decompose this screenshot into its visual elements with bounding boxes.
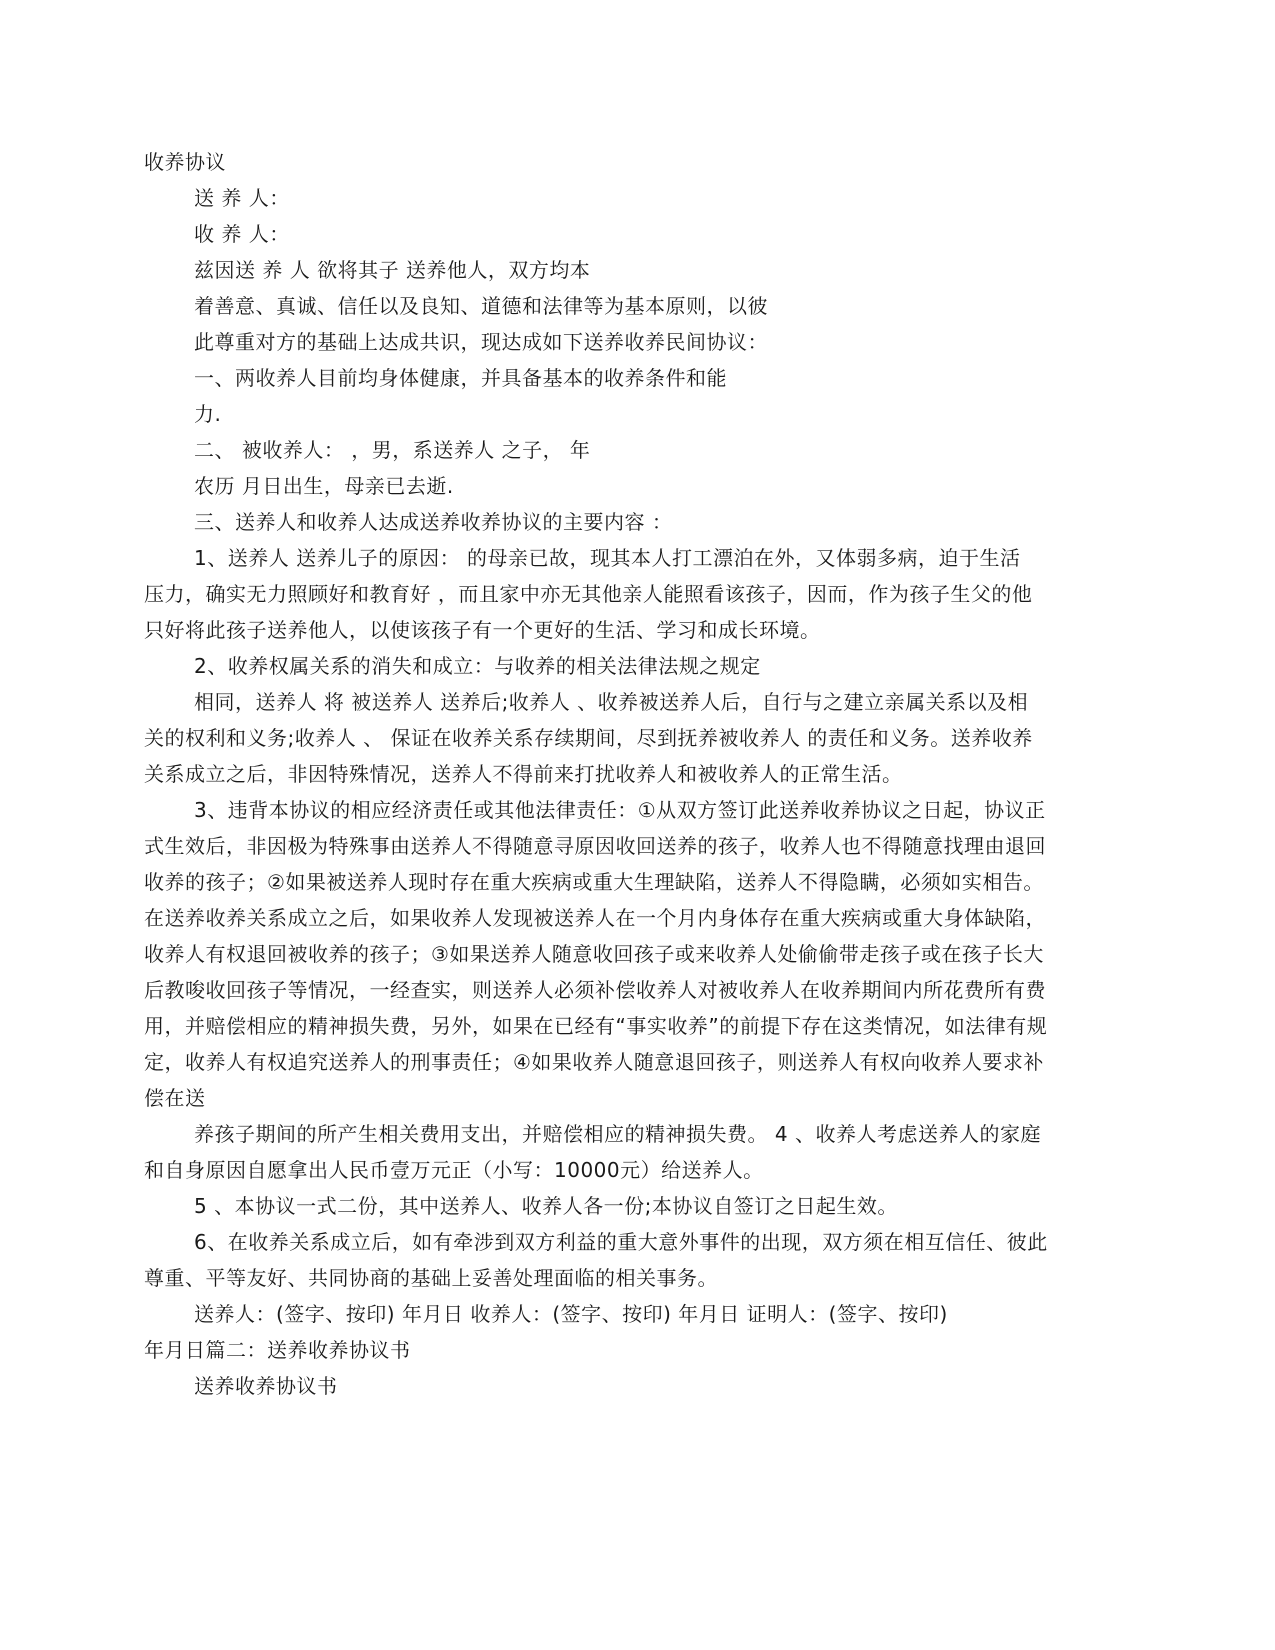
- text-line: 只好将此孩子送养他人，以使该孩子有一个更好的生活、学习和成长环境。: [144, 618, 821, 642]
- text-line: 年月日篇二：送养收养协议书: [144, 1338, 411, 1362]
- text-line: 收养的孩子；②如果被送养人现时存在重大疾病或重大生理缺陷，送养人不得隐瞒，必须如实相告。: [144, 870, 1044, 894]
- text-line: 1、送养人 送养儿子的原因： 的母亲已故，现其本人打工漂泊在外，又体弱多病，迫于生活: [194, 546, 1021, 570]
- text-line: 关系成立之后，非因特殊情况，送养人不得前来打扰收养人和被收养人的正常生活。: [144, 762, 903, 786]
- text-line: 式生效后，非因极为特殊事由送养人不得随意寻原因收回送养的孩子，收养人也不得随意找理由退回: [144, 834, 1046, 858]
- text-line: 偿在送: [144, 1086, 206, 1110]
- document-title: 收养协议: [144, 150, 226, 174]
- text-line: 在送养收养关系成立之后，如果收养人发现被送养人在一个月内身体存在重大疾病或重大身体缺陷，: [144, 906, 1046, 930]
- section-title: 送养收养协议书: [194, 1374, 338, 1398]
- text-line: 2、收养权属关系的消失和成立：与收养的相关法律法规之规定: [194, 654, 761, 678]
- text-line: 后教唆收回孩子等情况，一经查实，则送养人必须补偿收养人对被收养人在收养期间内所花费所有费: [144, 978, 1046, 1002]
- text-line: 3、违背本协议的相应经济责任或其他法律责任：①从双方签订此送养收养协议之日起，协议正: [194, 798, 1046, 822]
- text-line: 关的权利和义务;收养人 、 保证在收养关系存续期间，尽到抚养被收养人 的责任和义务。送养收养: [144, 726, 1033, 750]
- text-line: 6、在收养关系成立后，如有牵涉到双方利益的重大意外事件的出现，双方须在相互信任、彼此: [194, 1230, 1048, 1254]
- text-line: 一、两收养人目前均身体健康，并具备基本的收养条件和能: [194, 366, 727, 390]
- text-line: 养孩子期间的所产生相关费用支出，并赔偿相应的精神损失费。 4 、收养人考虑送养人的家庭: [194, 1122, 1041, 1146]
- text-line: 此尊重对方的基础上达成共识，现达成如下送养收养民间协议：: [194, 330, 768, 354]
- text-line: 相同，送养人 将 被送养人 送养后;收养人 、收养被送养人后，自行与之建立亲属关系以及相: [194, 690, 1029, 714]
- text-line: 三、送养人和收养人达成送养收养协议的主要内容 ：: [194, 510, 673, 534]
- text-line: 收 养 人：: [194, 222, 290, 246]
- text-line: 兹因送 养 人 欲将其子 送养他人，双方均本: [194, 258, 591, 282]
- text-line: 农历 月日出生，母亲已去逝.: [194, 474, 454, 498]
- text-line: 定，收养人有权追究送养人的刑事责任；④如果收养人随意退回孩子，则送养人有权向收养人要求补: [144, 1050, 1044, 1074]
- text-line: 二、 被收养人： ，男，系送养人 之子， 年: [194, 438, 591, 462]
- text-line: 用，并赔偿相应的精神损失费，另外，如果在已经有“事实收养”的前提下存在这类情况，如法律有规: [144, 1014, 1048, 1038]
- text-line: 送 养 人：: [194, 186, 290, 210]
- text-line: 着善意、真诚、信任以及良知、道德和法律等为基本原则，以彼: [194, 294, 768, 318]
- text-line: 尊重、平等友好、共同协商的基础上妥善处理面临的相关事务。: [144, 1266, 718, 1290]
- text-line: 力.: [194, 402, 222, 426]
- signature-line: 送养人：(签字、按印) 年月日 收养人：(签字、按印) 年月日 证明人：(签字、按印): [194, 1302, 948, 1326]
- text-line: 和自身原因自愿拿出人民币壹万元正（小写：10000元）给送养人。: [144, 1158, 764, 1182]
- text-line: 压力，确实无力照顾好和教育好 ，而且家中亦无其他亲人能照看该孩子，因而，作为孩子生父的他: [144, 582, 1033, 606]
- text-line: 5 、本协议一式二份，其中送养人、收养人各一份;本协议自签订之日起生效。: [194, 1194, 898, 1218]
- text-line: 收养人有权退回被收养的孩子；③如果送养人随意收回孩子或来收养人处偷偷带走孩子或在孩子长大: [144, 942, 1044, 966]
